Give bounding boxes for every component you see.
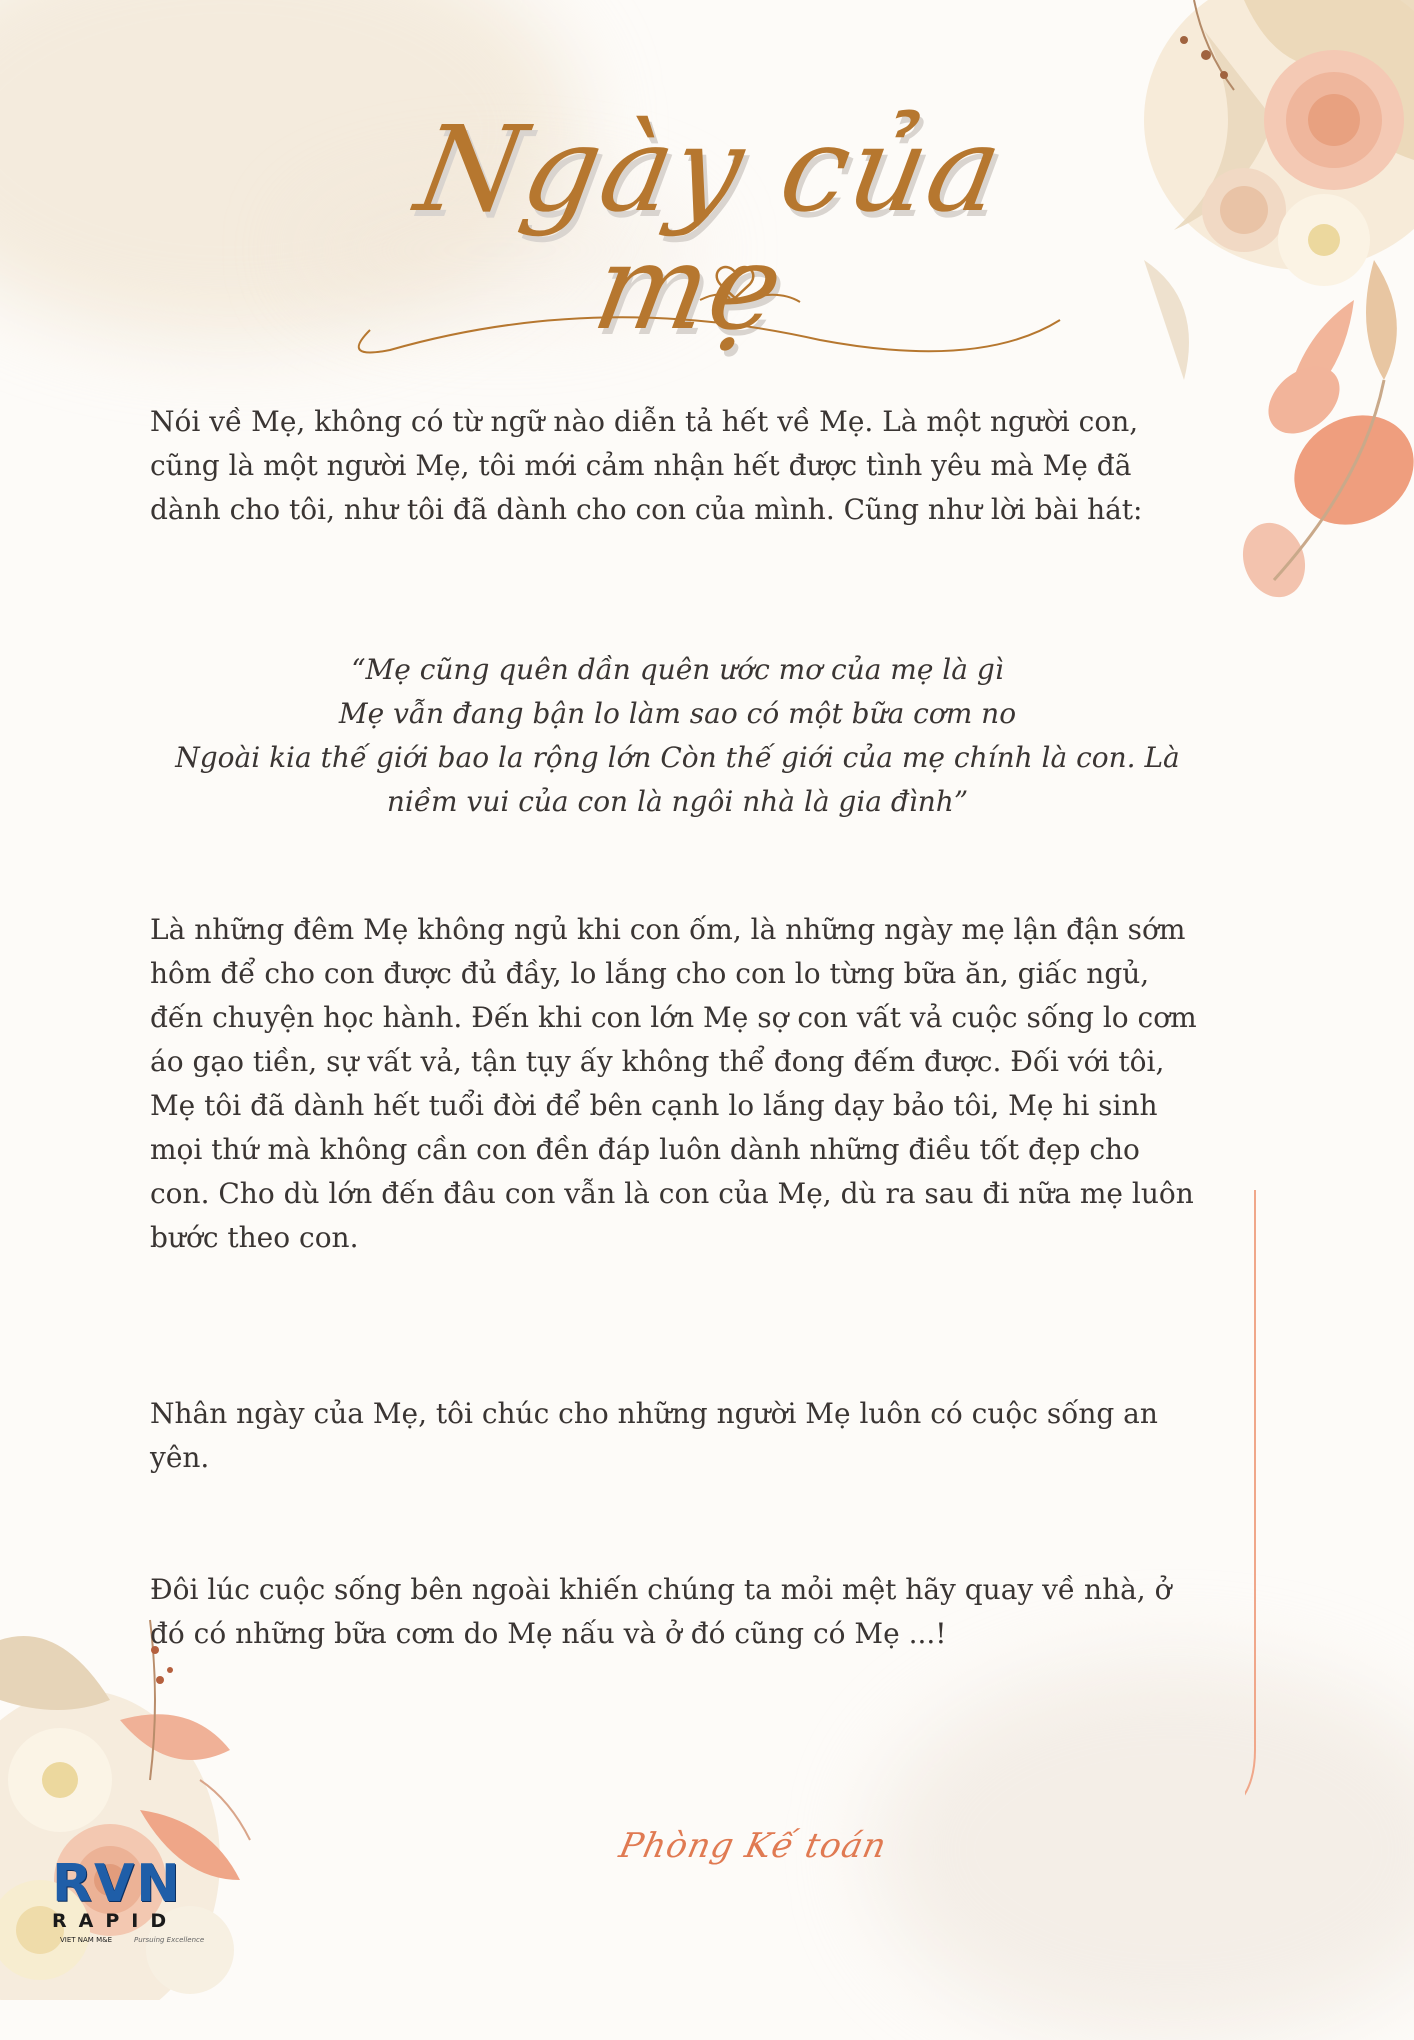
logo-sub-text: RAPID — [52, 1910, 179, 1932]
paragraph-body: Là những đêm Mẹ không ngủ khi con ốm, là những ngày mẹ lận đận sớm hôm để cho con được đủ đầy, lo lắng cho con lo từng bữa ăn, giấc ngủ, đến chuyện học hành. Đến khi con lớn Mẹ sợ con vất vả cuộc sống lo cơm áo gạo tiền, sự vất vả, tận tụy ấy không thể đong đếm được. Đối với tôi, Mẹ tôi đã dành hết tuổi đời để bên cạnh lo lắng dạy bảo tôi, Mẹ hi sinh mọi thứ mà không cần con đền đáp luôn dành những điều tốt đẹp cho con. Cho dù lớn đến đâu con vẫn là con của Mẹ, dù ra sau đi nữa mẹ luôn bước theo con. — [150, 913, 1197, 1254]
page-title: Ngày của mẹ — [407, 100, 1014, 356]
title-swirl-decoration — [300, 220, 1100, 370]
quote-line: Ngoài kia thế giới bao la rộng lớn Còn thế giới của mẹ chính là con. Là niềm vui của con là ngôi nhà là gia đình” — [175, 741, 1180, 818]
heart-icon — [717, 267, 754, 298]
quote-line: “Mẹ cũng quên dần quên ước mơ của mẹ là gì — [351, 653, 1004, 686]
company-logo — [52, 1854, 212, 1968]
title-block — [300, 100, 1100, 360]
background-wash-bottom-right — [874, 1660, 1414, 2040]
quote-line: Mẹ vẫn đang bận lo làm sao có một bữa cơm no — [338, 697, 1017, 730]
logo-tagline: VIET NAM M&E — [60, 1936, 112, 1944]
signature: Phòng Kế toán — [615, 1826, 891, 1866]
paragraph-intro: Nói về Mẹ, không có từ ngữ nào diễn tả hết về Mẹ. Là một người con, cũng là một người Mẹ, tôi mới cảm nhận hết được tình yêu mà Mẹ đã dành cho tôi, như tôi đã dành cho con của mình. Cũng như lời bài hát: — [150, 405, 1143, 526]
paragraph-wish: Nhân ngày của Mẹ, tôi chúc cho những người Mẹ luôn có cuộc sống an yên. — [150, 1397, 1158, 1474]
paragraph-closing: Đôi lúc cuộc sống bên ngoài khiến chúng ta mỏi mệt hãy quay về nhà, ở đó có những bữa cơm do Mẹ nấu và ở đó cũng có Mẹ ...! — [150, 1573, 1172, 1650]
frame-line — [1245, 1190, 1269, 1830]
song-quote — [150, 648, 1205, 824]
logo-main-text: RVN — [52, 1854, 182, 1914]
logo-slogan: Pursuing Excellence — [134, 1936, 205, 1944]
